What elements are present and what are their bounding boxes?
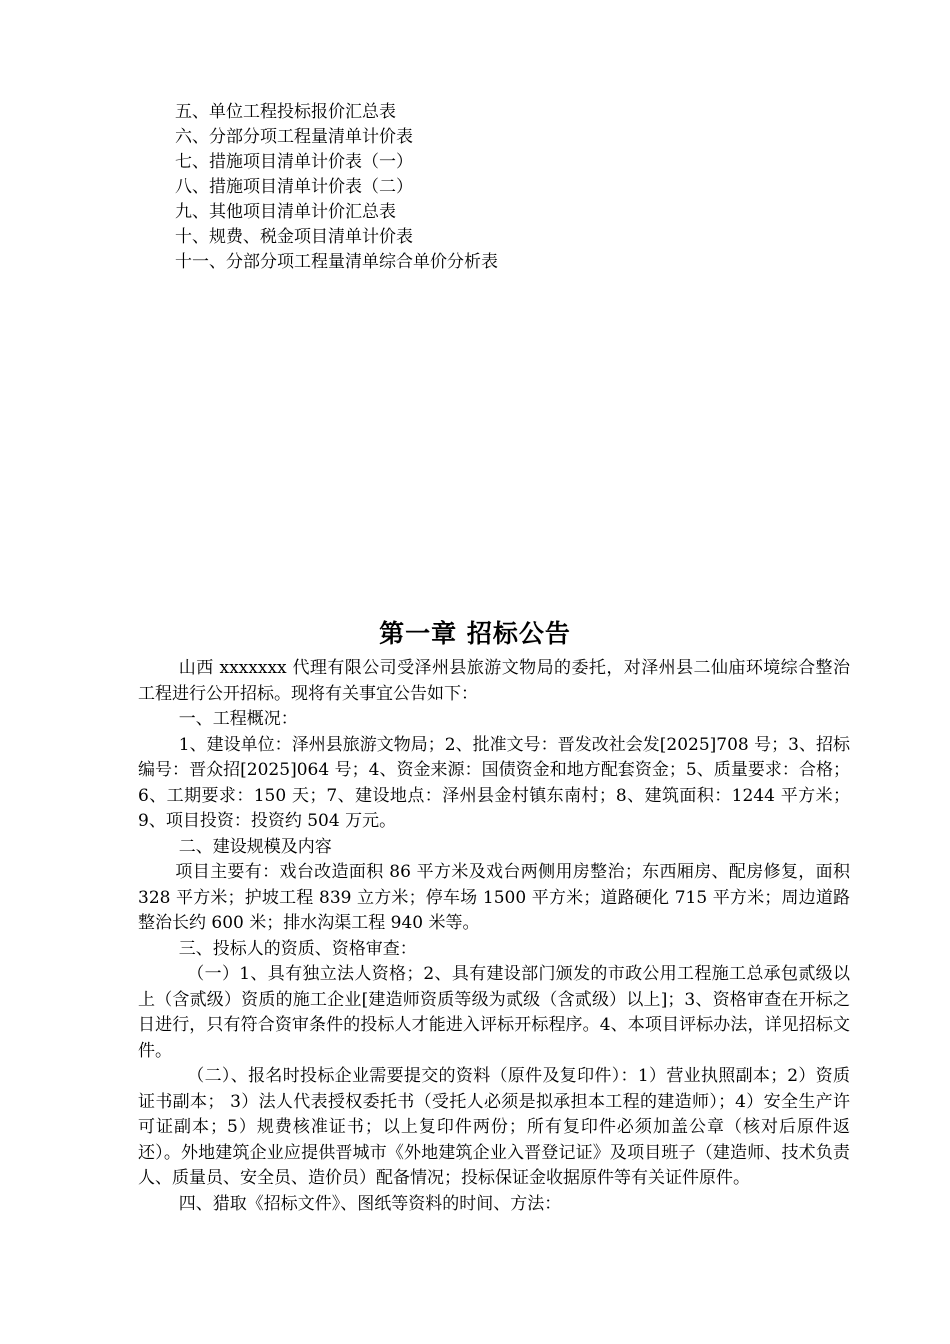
toc-item: 十、规费、税金项目清单计价表 (175, 227, 413, 247)
toc-item: 八、措施项目清单计价表（二） (175, 177, 413, 197)
section-heading: 二、建设规模及内容 (178, 836, 332, 857)
table-of-contents (175, 100, 875, 275)
section-heading: 一、工程概况： (178, 709, 298, 729)
section-heading: 四、猎取《招标文件》、图纸等资料的时间、方法： (178, 1193, 562, 1214)
toc-item: 五、单位工程投标报价汇总表 (175, 102, 396, 122)
project-overview-paragraph: 1、建设单位：泽州县旅游文物局；2、批准文号：晋发改社会发[2025]708 号；3、招标编号：晋众招[2025]064 号；4、资金来源：国债资金和地方配套资金；5、质量要求：合格；6、工期要求：150 天；7、建设地点：泽州县金村镇东南村；8、建筑面积：1244 平方米；9、项目投资：投资约 504 万元。 (138, 734, 850, 831)
scope-paragraph: 项目主要有：戏台改造面积 86 平方米及戏台两侧用房整治；东西厢房、配房修复，面积 328 平方米；护坡工程 839 立方米；停车场 1500 平方米；道路硬化 715 平方米；周边道路整治长约 600 米；排水沟渠工程 940 米等。 (138, 862, 850, 933)
chapter-title: 第一章 招标公告 (379, 619, 571, 648)
toc-item: 六、分部分项工程量清单计价表 (175, 127, 413, 147)
toc-item: 九、其他项目清单计价汇总表 (175, 202, 396, 222)
section-heading: 三、投标人的资质、资格审查： (178, 938, 417, 959)
intro-paragraph: 山西 xxxxxxx 代理有限公司受泽州县旅游文物局的委托，对泽州县二仙庙环境综合整治工程进行公开招标。现将有关事宜公告如下： (138, 658, 850, 704)
registration-materials-paragraph: （二）、报名时投标企业需要提交的资料（原件及复印件）：1）营业执照副本；2）资质证书副本； 3）法人代表授权委托书（受托人必须是拟承担本工程的建造师）；4）安全生产许可证副本；5）规费核准证书；以上复印件两份；所有复印件必须加盖公章（核对后原件返还）。外地建筑企业应提供晋城市《外地建筑企业入晋登记证》及项目班子（建造师、技术负责人、质量员、安全员、造价员）配备情况；投标保证金收据原件等有关证件原件。 (138, 1066, 850, 1188)
qualification-paragraph: （一）1、具有独立法人资格；2、具有建设部门颁发的市政公用工程施工总承包贰级以上（含贰级）资质的施工企业[建造师资质等级为贰级（含贰级）以上]；3、资格审查在开标之日进行，只有符合资审条件的投标人才能进入评标开标程序。4、本项目评标办法，详见招标文件。 (138, 964, 850, 1061)
toc-item: 十一、分部分项工程量清单综合单价分析表 (175, 252, 498, 272)
toc-item: 七、措施项目清单计价表（一） (175, 152, 413, 172)
document-body (138, 656, 850, 1217)
